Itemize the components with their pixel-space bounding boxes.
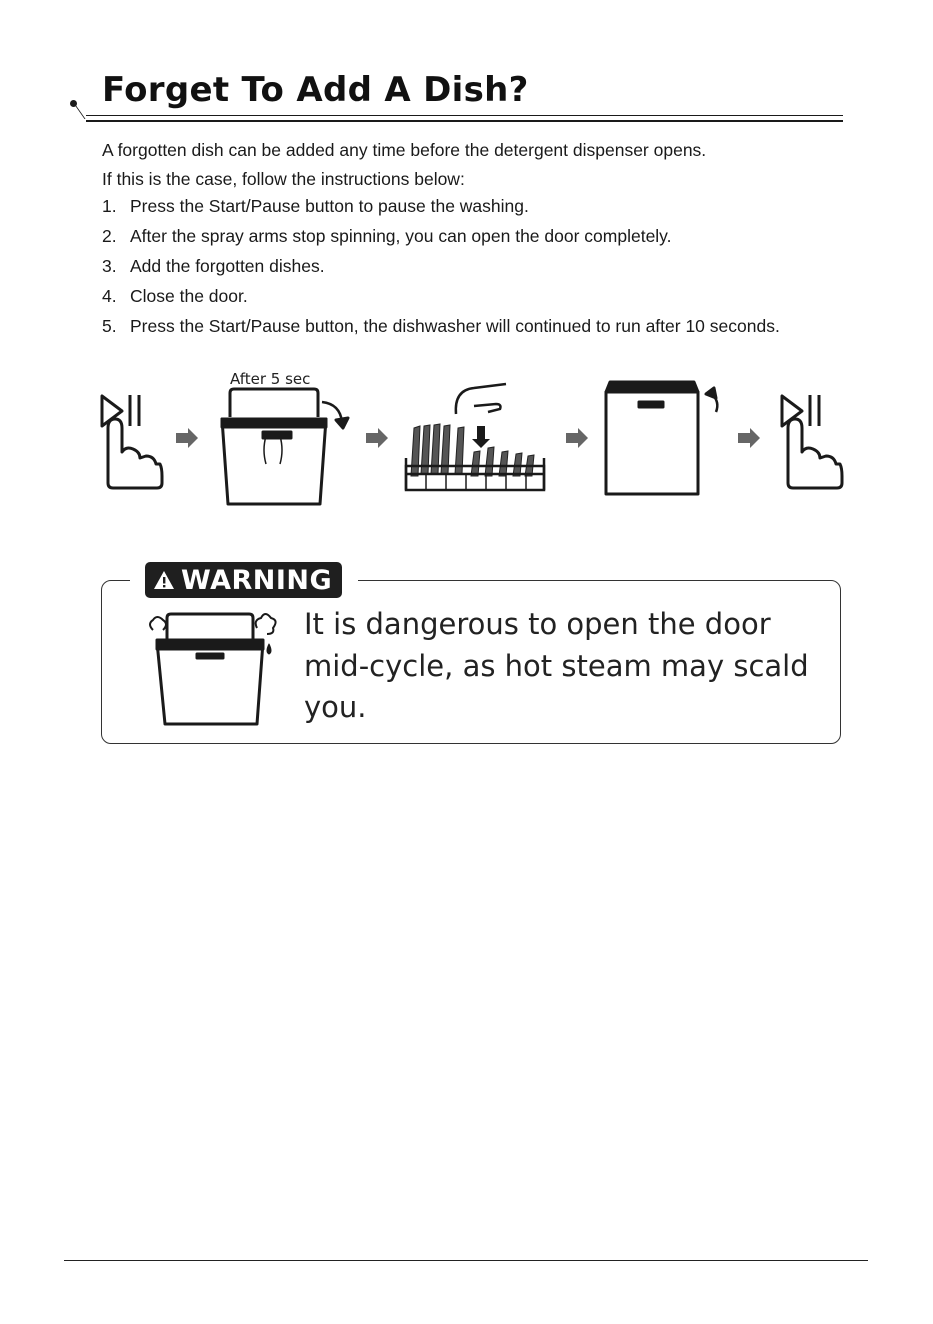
title-underline — [86, 115, 843, 116]
section-header — [60, 68, 844, 128]
arrow-right-icon — [566, 428, 588, 448]
instruction-steps — [102, 194, 822, 344]
procedure-diagram — [96, 368, 856, 513]
step-number: 2. — [102, 226, 117, 246]
arrow-right-icon — [176, 428, 198, 448]
step-text: Add the forgotten dishes. — [130, 256, 325, 276]
step-number: 3. — [102, 256, 117, 276]
step-text: After the spray arms stop spinning, you can open the door completely. — [130, 226, 672, 246]
intro-text — [102, 136, 822, 194]
step-number: 4. — [102, 286, 117, 306]
warning-label: WARNING — [181, 564, 333, 596]
title-underline-thick — [86, 120, 843, 122]
after-delay-label: After 5 sec — [230, 370, 311, 388]
step-item — [102, 314, 822, 339]
steam-dishwasher-icon — [145, 610, 285, 730]
press-pause-icon — [102, 395, 162, 488]
dish-rack-icon — [406, 384, 544, 490]
intro-line-1: A forgotten dish can be added any time before the detergent dispenser opens. — [102, 140, 707, 160]
intro-line-2: If this is the case, follow the instructions below: — [102, 169, 465, 189]
press-start-icon — [782, 395, 842, 488]
step-item — [102, 224, 822, 249]
dishwasher-open-icon — [222, 389, 348, 504]
step-text: Press the Start/Pause button, the dishwasher will continued to run after 10 seconds. — [130, 316, 780, 336]
warning-triangle-icon — [153, 569, 175, 591]
warning-badge — [145, 562, 342, 598]
arrow-right-icon — [738, 428, 760, 448]
step-text: Press the Start/Pause button to pause the washing. — [130, 196, 529, 216]
step-item — [102, 194, 822, 219]
step-number: 5. — [102, 316, 117, 336]
step-item — [102, 254, 822, 279]
step-number: 1. — [102, 196, 117, 216]
footer-divider — [64, 1260, 868, 1261]
dishwasher-closed-icon — [606, 382, 717, 494]
arrow-right-icon — [366, 428, 388, 448]
step-item — [102, 284, 822, 309]
warning-text: It is dangerous to open the door mid-cycle, as hot steam may scald you. — [304, 607, 809, 724]
page-title: Forget To Add A Dish? — [102, 70, 529, 110]
step-text: Close the door. — [130, 286, 248, 306]
